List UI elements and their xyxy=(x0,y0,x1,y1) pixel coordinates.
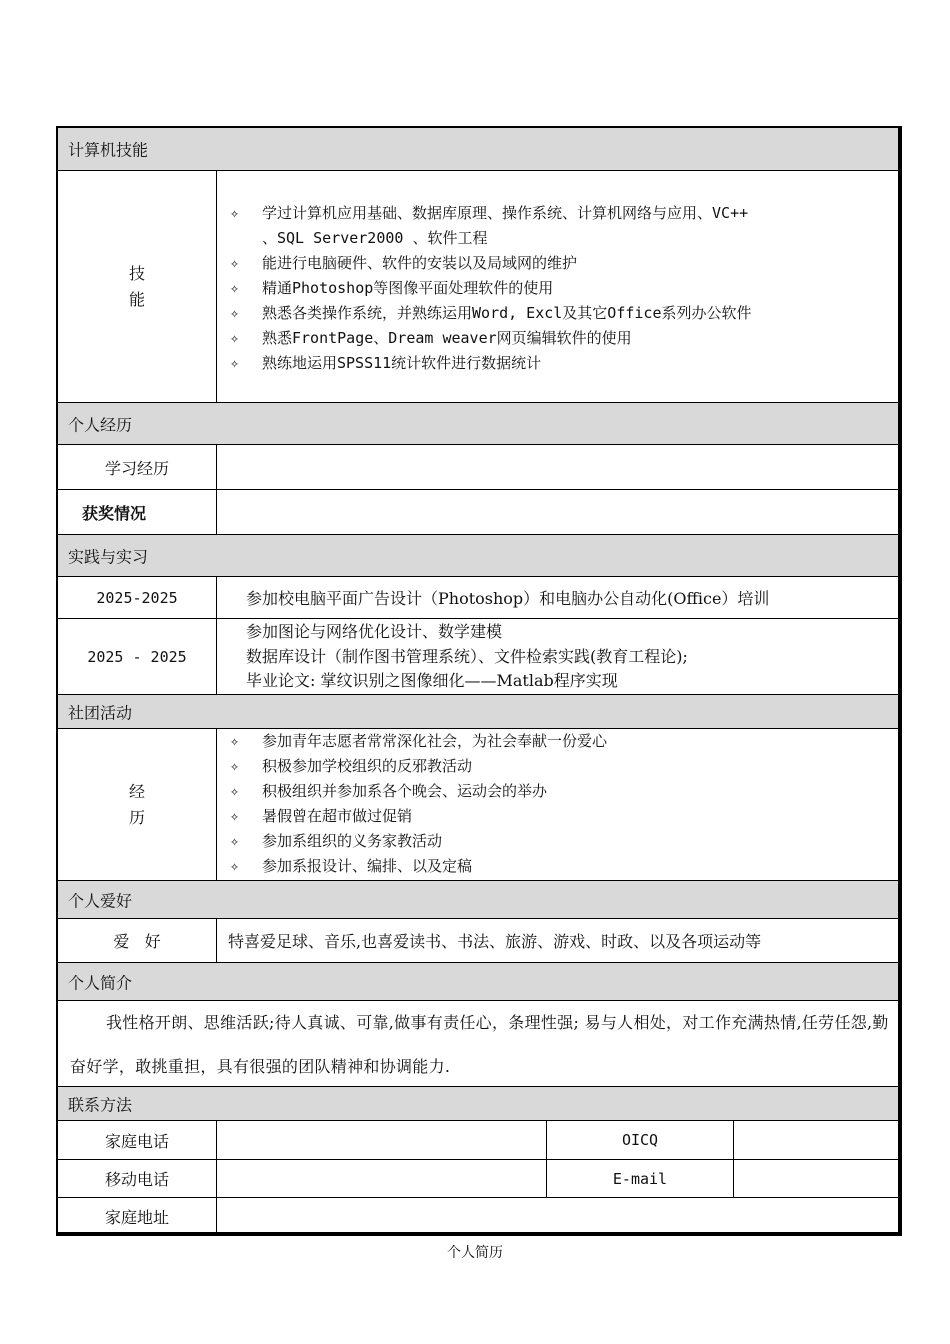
diamond-bullet-icon: ✧ xyxy=(230,354,240,372)
list-item: ✧ 积极参加学校组织的反邪教活动 xyxy=(218,754,898,779)
list-item: ✧ 暑假曾在超市做过促销 xyxy=(218,804,898,829)
hobbies-label: 爱 好 xyxy=(58,919,217,962)
mobile-phone-value xyxy=(218,1160,544,1197)
skills-list xyxy=(218,201,898,376)
clubs-list xyxy=(218,729,898,879)
section-header-computer-skills xyxy=(58,128,898,170)
list-item: ✧ 积极组织并参加系各个晚会、运动会的举办 xyxy=(218,779,898,804)
diamond-bullet-icon: ✧ xyxy=(230,807,240,825)
list-item: ✧ 能进行电脑硬件、软件的安装以及局域网的维护 xyxy=(218,251,898,276)
section-title: 个人经历 xyxy=(68,415,133,434)
diamond-bullet-icon: ✧ xyxy=(230,254,240,272)
section-header-hobbies xyxy=(58,880,898,918)
skills-label xyxy=(58,171,217,402)
awards-label: 获奖情况 xyxy=(58,490,217,534)
hobbies-row xyxy=(58,918,898,962)
contact-row xyxy=(58,1197,898,1234)
contact-row xyxy=(58,1120,898,1159)
list-item: ✧ 参加系报设计、编排、以及定稿 xyxy=(218,854,898,879)
clubs-label-char: 经 xyxy=(128,781,145,801)
hobbies-value: 特喜爱足球、音乐,也喜爱读书、书法、旅游、游戏、时政、以及各项运动等 xyxy=(228,932,762,951)
practice-period: 2025 - 2025 xyxy=(58,619,217,694)
section-header-contact xyxy=(58,1086,898,1120)
diamond-bullet-icon: ✧ xyxy=(230,757,240,775)
section-title: 个人简介 xyxy=(68,973,133,992)
list-item: ✧ 精通Photoshop等图像平面处理软件的使用 xyxy=(218,276,898,301)
diamond-bullet-icon: ✧ xyxy=(230,279,240,297)
contact-row xyxy=(58,1159,898,1197)
page-footer: 个人简历 xyxy=(447,1245,503,1261)
diamond-bullet-icon: ✧ xyxy=(230,857,240,875)
section-title: 联系方法 xyxy=(68,1095,133,1114)
email-value xyxy=(734,1160,898,1197)
list-item: ✧ 熟悉FrontPage、Dream weaver网页编辑软件的使用 xyxy=(218,326,898,351)
education-label: 学习经历 xyxy=(58,445,217,489)
section-header-clubs xyxy=(58,694,898,728)
list-item: ✧ 熟悉各类操作系统，并熟练运用Word, Excl及其它Office系列办公软件 xyxy=(218,301,898,326)
clubs-label-char: 历 xyxy=(128,807,145,827)
clubs-label xyxy=(58,729,217,880)
practice-detail: 参加图论与网络优化设计、数学建模 数据库设计（制作图书管理系统）、文件检索实践(教育工程论); 毕业论文: 掌纹识别之图像细化——Matlab程序实现 xyxy=(246,622,688,690)
oicq-value xyxy=(734,1121,898,1159)
diamond-bullet-icon: ✧ xyxy=(230,782,240,800)
email-label: E-mail xyxy=(612,1169,668,1188)
clubs-row xyxy=(58,728,898,880)
section-title: 计算机技能 xyxy=(68,140,149,160)
mobile-phone-label: 移动电话 xyxy=(58,1160,217,1197)
list-item: ✧ 学过计算机应用基础、数据库原理、操作系统、计算机网络与应用、VC++ 、SQL Server2000 、软件工程 xyxy=(218,201,898,251)
awards-value xyxy=(218,490,898,534)
intro-text: 我性格开朗、思维活跃;待人真诚、可靠,做事有责任心，条理性强; 易与人相处，对工作充满热情,任劳任怨,勤奋好学，敢挑重担，具有很强的团队精神和协调能力. xyxy=(70,1013,889,1076)
practice-detail: 参加校电脑平面广告设计（Photoshop）和电脑办公自动化(Office）培训 xyxy=(246,589,770,608)
awards-row xyxy=(58,489,898,534)
practice-entry xyxy=(58,618,898,694)
skills-label-char: 能 xyxy=(128,289,145,309)
practice-entry xyxy=(58,576,898,618)
clubs-list-cell xyxy=(218,729,898,880)
list-item: ✧ 参加青年志愿者常常深化社会，为社会奉献一份爱心 xyxy=(218,729,898,754)
skills-label-char: 技 xyxy=(128,263,145,283)
section-header-experience xyxy=(58,402,898,444)
section-title: 社团活动 xyxy=(68,703,133,722)
practice-period: 2025-2025 xyxy=(58,577,217,618)
home-address-label: 家庭地址 xyxy=(58,1198,217,1234)
list-item: ✧ 熟练地运用SPSS11统计软件进行数据统计 xyxy=(218,351,898,376)
section-title: 实践与实习 xyxy=(68,547,149,566)
home-phone-value xyxy=(218,1121,544,1159)
section-header-intro xyxy=(58,962,898,1000)
diamond-bullet-icon: ✧ xyxy=(230,732,240,750)
education-row xyxy=(58,444,898,489)
diamond-bullet-icon: ✧ xyxy=(230,304,240,322)
diamond-bullet-icon: ✧ xyxy=(230,204,240,222)
list-item: ✧ 参加系组织的义务家教活动 xyxy=(218,829,898,854)
diamond-bullet-icon: ✧ xyxy=(230,832,240,850)
home-phone-label: 家庭电话 xyxy=(58,1121,217,1159)
oicq-label: OICQ xyxy=(621,1131,659,1149)
education-value xyxy=(218,445,898,489)
intro-body xyxy=(58,1000,898,1086)
home-address-value xyxy=(218,1198,898,1234)
diamond-bullet-icon: ✧ xyxy=(230,329,240,347)
skills-list-cell xyxy=(218,171,898,402)
section-header-practice xyxy=(58,534,898,576)
section-title: 个人爱好 xyxy=(68,891,133,910)
skills-row xyxy=(58,170,898,402)
resume-table xyxy=(56,126,902,1236)
